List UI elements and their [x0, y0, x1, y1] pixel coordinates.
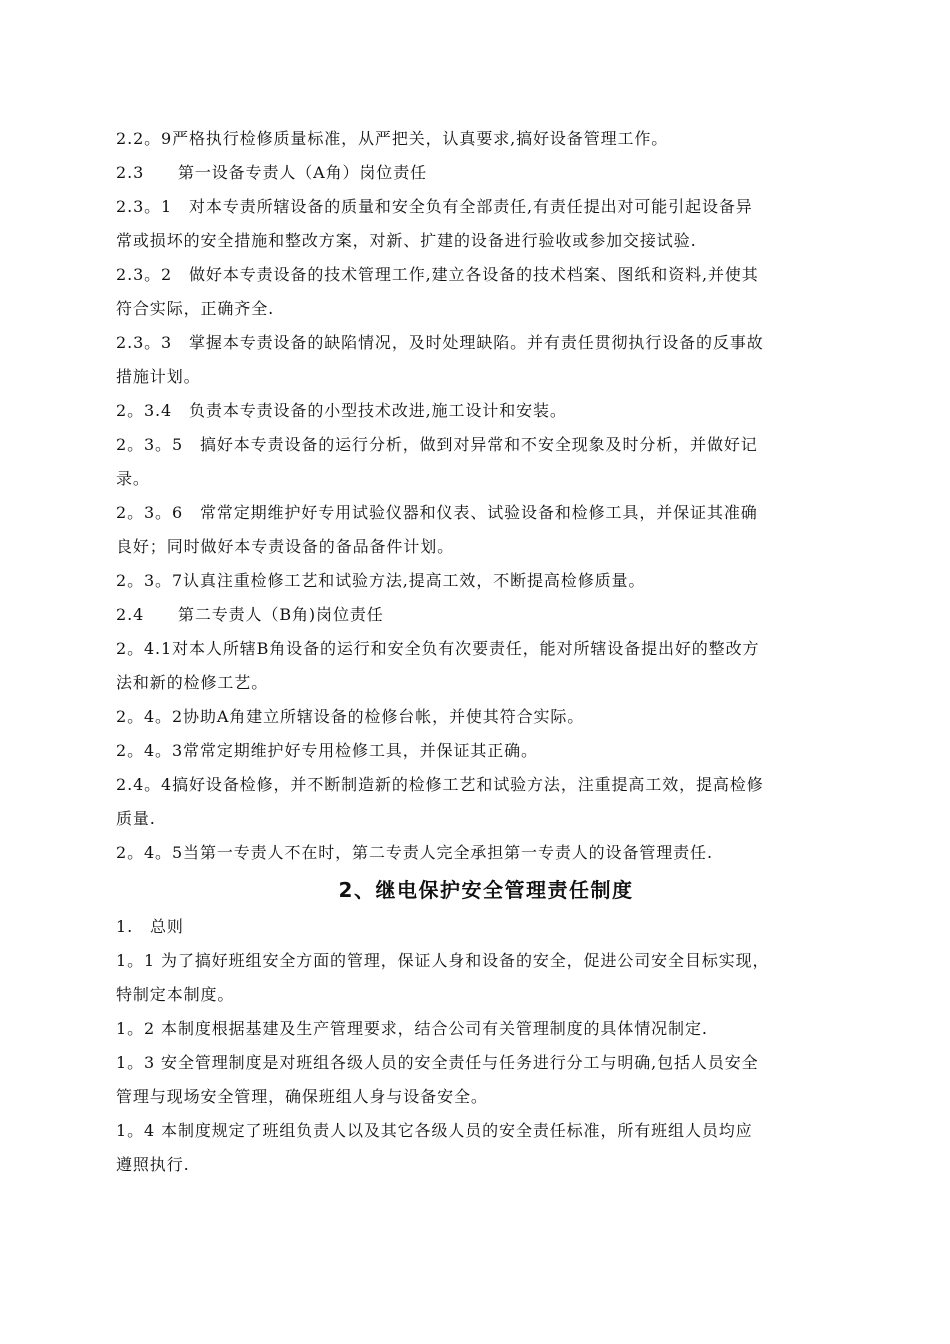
paragraph-line: 1。1 为了搞好班组安全方面的管理，保证人身和设备的安全，促进公司安全目标实现，: [116, 951, 770, 970]
paragraph-line: 良好；同时做好本专责设备的备品备件计划。: [116, 537, 455, 556]
paragraph-line: 2.3。2 做好本专责设备的技术管理工作,建立各设备的技术档案、图纸和资料,并使其: [116, 265, 759, 284]
paragraph-line: 2。4.1对本人所辖B角设备的运行和安全负有次要责任，能对所辖设备提出好的整改方: [116, 639, 760, 658]
paragraph-line: 管理与现场安全管理，确保班组人身与设备安全。: [116, 1087, 488, 1106]
paragraph-line: 2.3。1 对本专责所辖设备的质量和安全负有全部责任,有责任提出对可能引起设备异: [116, 197, 753, 216]
paragraph-line: 1。4 本制度规定了班组负责人以及其它各级人员的安全责任标准，所有班组人员均应: [116, 1121, 753, 1140]
paragraph-line: 录。: [116, 469, 150, 488]
paragraph-line: 符合实际，正确齐全.: [116, 299, 275, 318]
paragraph-line: 2。4。2协助A角建立所辖设备的检修台帐，并使其符合实际。: [116, 707, 585, 726]
paragraph-line: 遵照执行.: [116, 1155, 190, 1174]
paragraph-line: 2。3。6 常常定期维护好专用试验仪器和仪表、试验设备和检修工具，并保证其准确: [116, 503, 758, 522]
paragraph-line: 2.4。4搞好设备检修，并不断制造新的检修工艺和试验方法，注重提高工效，提高检修: [116, 775, 764, 794]
paragraph-line: 2。3。7认真注重检修工艺和试验方法,提高工效，不断提高检修质量。: [116, 571, 646, 590]
document-body: [116, 122, 856, 1182]
paragraph-line: 2。3.4 负责本专责设备的小型技术改进,施工设计和安装。: [116, 401, 567, 420]
paragraph-line: 2.2。9严格执行检修质量标准，从严把关，认真要求,搞好设备管理工作。: [116, 129, 669, 148]
section-title-2-3: 2.3 第一设备专责人（A角）岗位责任: [116, 163, 428, 182]
paragraph-line: 2。3。5 搞好本专责设备的运行分析，做到对异常和不安全现象及时分析，并做好记: [116, 435, 758, 454]
paragraph-line: 2.3。3 掌握本专责设备的缺陷情况，及时处理缺陷。并有责任贯彻执行设备的反事故: [116, 333, 764, 352]
paragraph-line: 常或损坏的安全措施和整改方案，对新、扩建的设备进行验收或参加交接试验.: [116, 231, 697, 250]
paragraph-line: 质量.: [116, 809, 156, 828]
paragraph-line: 2。4。5当第一专责人不在时，第二专责人完全承担第一专责人的设备管理责任.: [116, 843, 713, 862]
chapter-heading: 2、继电保护安全管理责任制度: [338, 878, 634, 902]
paragraph-line: 1。3 安全管理制度是对班组各级人员的安全责任与任务进行分工与明确,包括人员安全: [116, 1053, 759, 1072]
section-title-2-4: 2.4 第二专责人（B角)岗位责任: [116, 605, 384, 624]
paragraph-line: 措施计划。: [116, 367, 201, 386]
paragraph-line: 法和新的检修工艺。: [116, 673, 269, 692]
paragraph-line: 1。2 本制度根据基建及生产管理要求，结合公司有关管理制度的具体情况制定.: [116, 1019, 708, 1038]
section-title-general: 1. 总则: [116, 917, 184, 936]
paragraph-line: 特制定本制度。: [116, 985, 235, 1004]
paragraph-line: 2。4。3常常定期维护好专用检修工具，并保证其正确。: [116, 741, 538, 760]
